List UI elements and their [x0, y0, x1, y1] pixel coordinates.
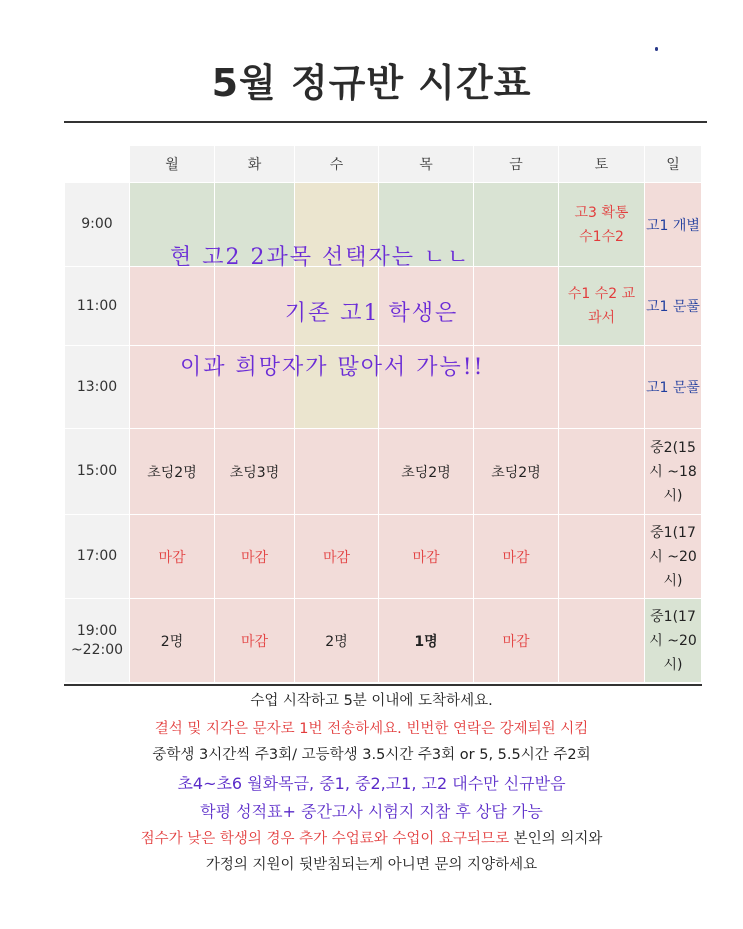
time-cell: 13:00: [65, 346, 130, 429]
schedule-cell: [559, 515, 645, 599]
schedule-cell: 마감: [130, 515, 215, 599]
notice-section: [0, 692, 743, 875]
schedule-cell: 마감: [295, 515, 379, 599]
notice-low-score-red: 점수가 낮은 학생의 경우 추가 수업료와 수업이 요구되므로: [140, 831, 510, 847]
notice-family-support: 가정의 지원이 뒷받침되는게 아니면 문의 지양하세요: [205, 857, 538, 873]
schedule-cell: 초딩2명: [474, 429, 559, 515]
schedule-cell: 고1 개별: [645, 183, 702, 267]
schedule-cell: [559, 346, 645, 429]
schedule-cell: [295, 429, 379, 515]
schedule-cell: 1명: [379, 599, 474, 683]
time-cell: 9:00: [65, 183, 130, 267]
schedule-cell: 초딩2명: [379, 429, 474, 515]
schedule-cell: 마감: [215, 599, 295, 683]
schedule-cell: 고3 확통 수1수2: [559, 183, 645, 267]
notice-consultation: 학평 성적표+ 중간고사 시험지 지참 후 상담 가능: [200, 802, 543, 821]
schedule-cell: [559, 429, 645, 515]
notice-schedule: 중학생 3시간씩 주3회/ 고등학생 3.5시간 주3회 or 5, 5.5시간 주2회: [152, 747, 591, 763]
schedule-cell: 2명: [130, 599, 215, 683]
day-header-row: [65, 146, 702, 183]
schedule-cell: 고1 문풀: [645, 346, 702, 429]
handwritten-note-line-3: 이과 희망자가 많아서 가능!!: [180, 355, 485, 380]
handwritten-note-line-1: 현 고2 2과목 선택자는 ㄴㄴ: [170, 245, 471, 270]
header-corner: [65, 146, 130, 183]
time-cell: 17:00: [65, 515, 130, 599]
time-cell: 15:00: [65, 429, 130, 515]
schedule-cell: 초딩2명: [130, 429, 215, 515]
schedule-cell: 마감: [474, 515, 559, 599]
notice-low-score-dark: 본인의 의지와: [509, 831, 603, 847]
schedule-cell: 마감: [379, 515, 474, 599]
schedule-cell: [559, 599, 645, 683]
notice-low-score: [0, 830, 743, 849]
table-row: [65, 515, 702, 599]
day-header-tue: 화: [215, 146, 295, 183]
schedule-cell: 마감: [215, 515, 295, 599]
decorative-dot: [655, 47, 658, 51]
time-cell: 19:00 ~22:00: [65, 599, 130, 683]
time-cell: 11:00: [65, 267, 130, 346]
notice-arrival: 수업 시작하고 5분 이내에 도착하세요.: [250, 693, 493, 709]
day-header-mon: 월: [130, 146, 215, 183]
schedule-cell: 중2(15시 ~18시): [645, 429, 702, 515]
table-row: [65, 599, 702, 683]
day-header-fri: 금: [474, 146, 559, 183]
day-header-thu: 목: [379, 146, 474, 183]
schedule-cell: 중1(17시 ~20시): [645, 515, 702, 599]
schedule-cell: 2명: [295, 599, 379, 683]
schedule-cell: 마감: [474, 599, 559, 683]
timetable: [64, 145, 702, 683]
notice-enrollment: 초4~초6 월화목금, 중1, 중2,고1, 고2 대수만 신규받음: [177, 774, 566, 793]
schedule-cell: [474, 183, 559, 267]
day-header-sun: 일: [645, 146, 702, 183]
schedule-cell: 중1(17시 ~20시): [645, 599, 702, 683]
handwritten-note-line-2: 기존 고1 학생은: [284, 301, 459, 326]
schedule-cell: [474, 346, 559, 429]
schedule-cell: 초딩3명: [215, 429, 295, 515]
day-header-wed: 수: [295, 146, 379, 183]
notice-absence: 결석 및 지각은 문자로 1번 전송하세요. 빈번한 연락은 강제퇴원 시킴: [154, 721, 589, 737]
table-row: [65, 429, 702, 515]
schedule-cell: 수1 수2 교과서: [559, 267, 645, 346]
table-bottom-divider: [64, 684, 702, 686]
title-divider: [64, 121, 707, 123]
page-title: 5월 정규반 시간표: [211, 61, 532, 105]
schedule-cell: 고1 문풀: [645, 267, 702, 346]
day-header-sat: 토: [559, 146, 645, 183]
